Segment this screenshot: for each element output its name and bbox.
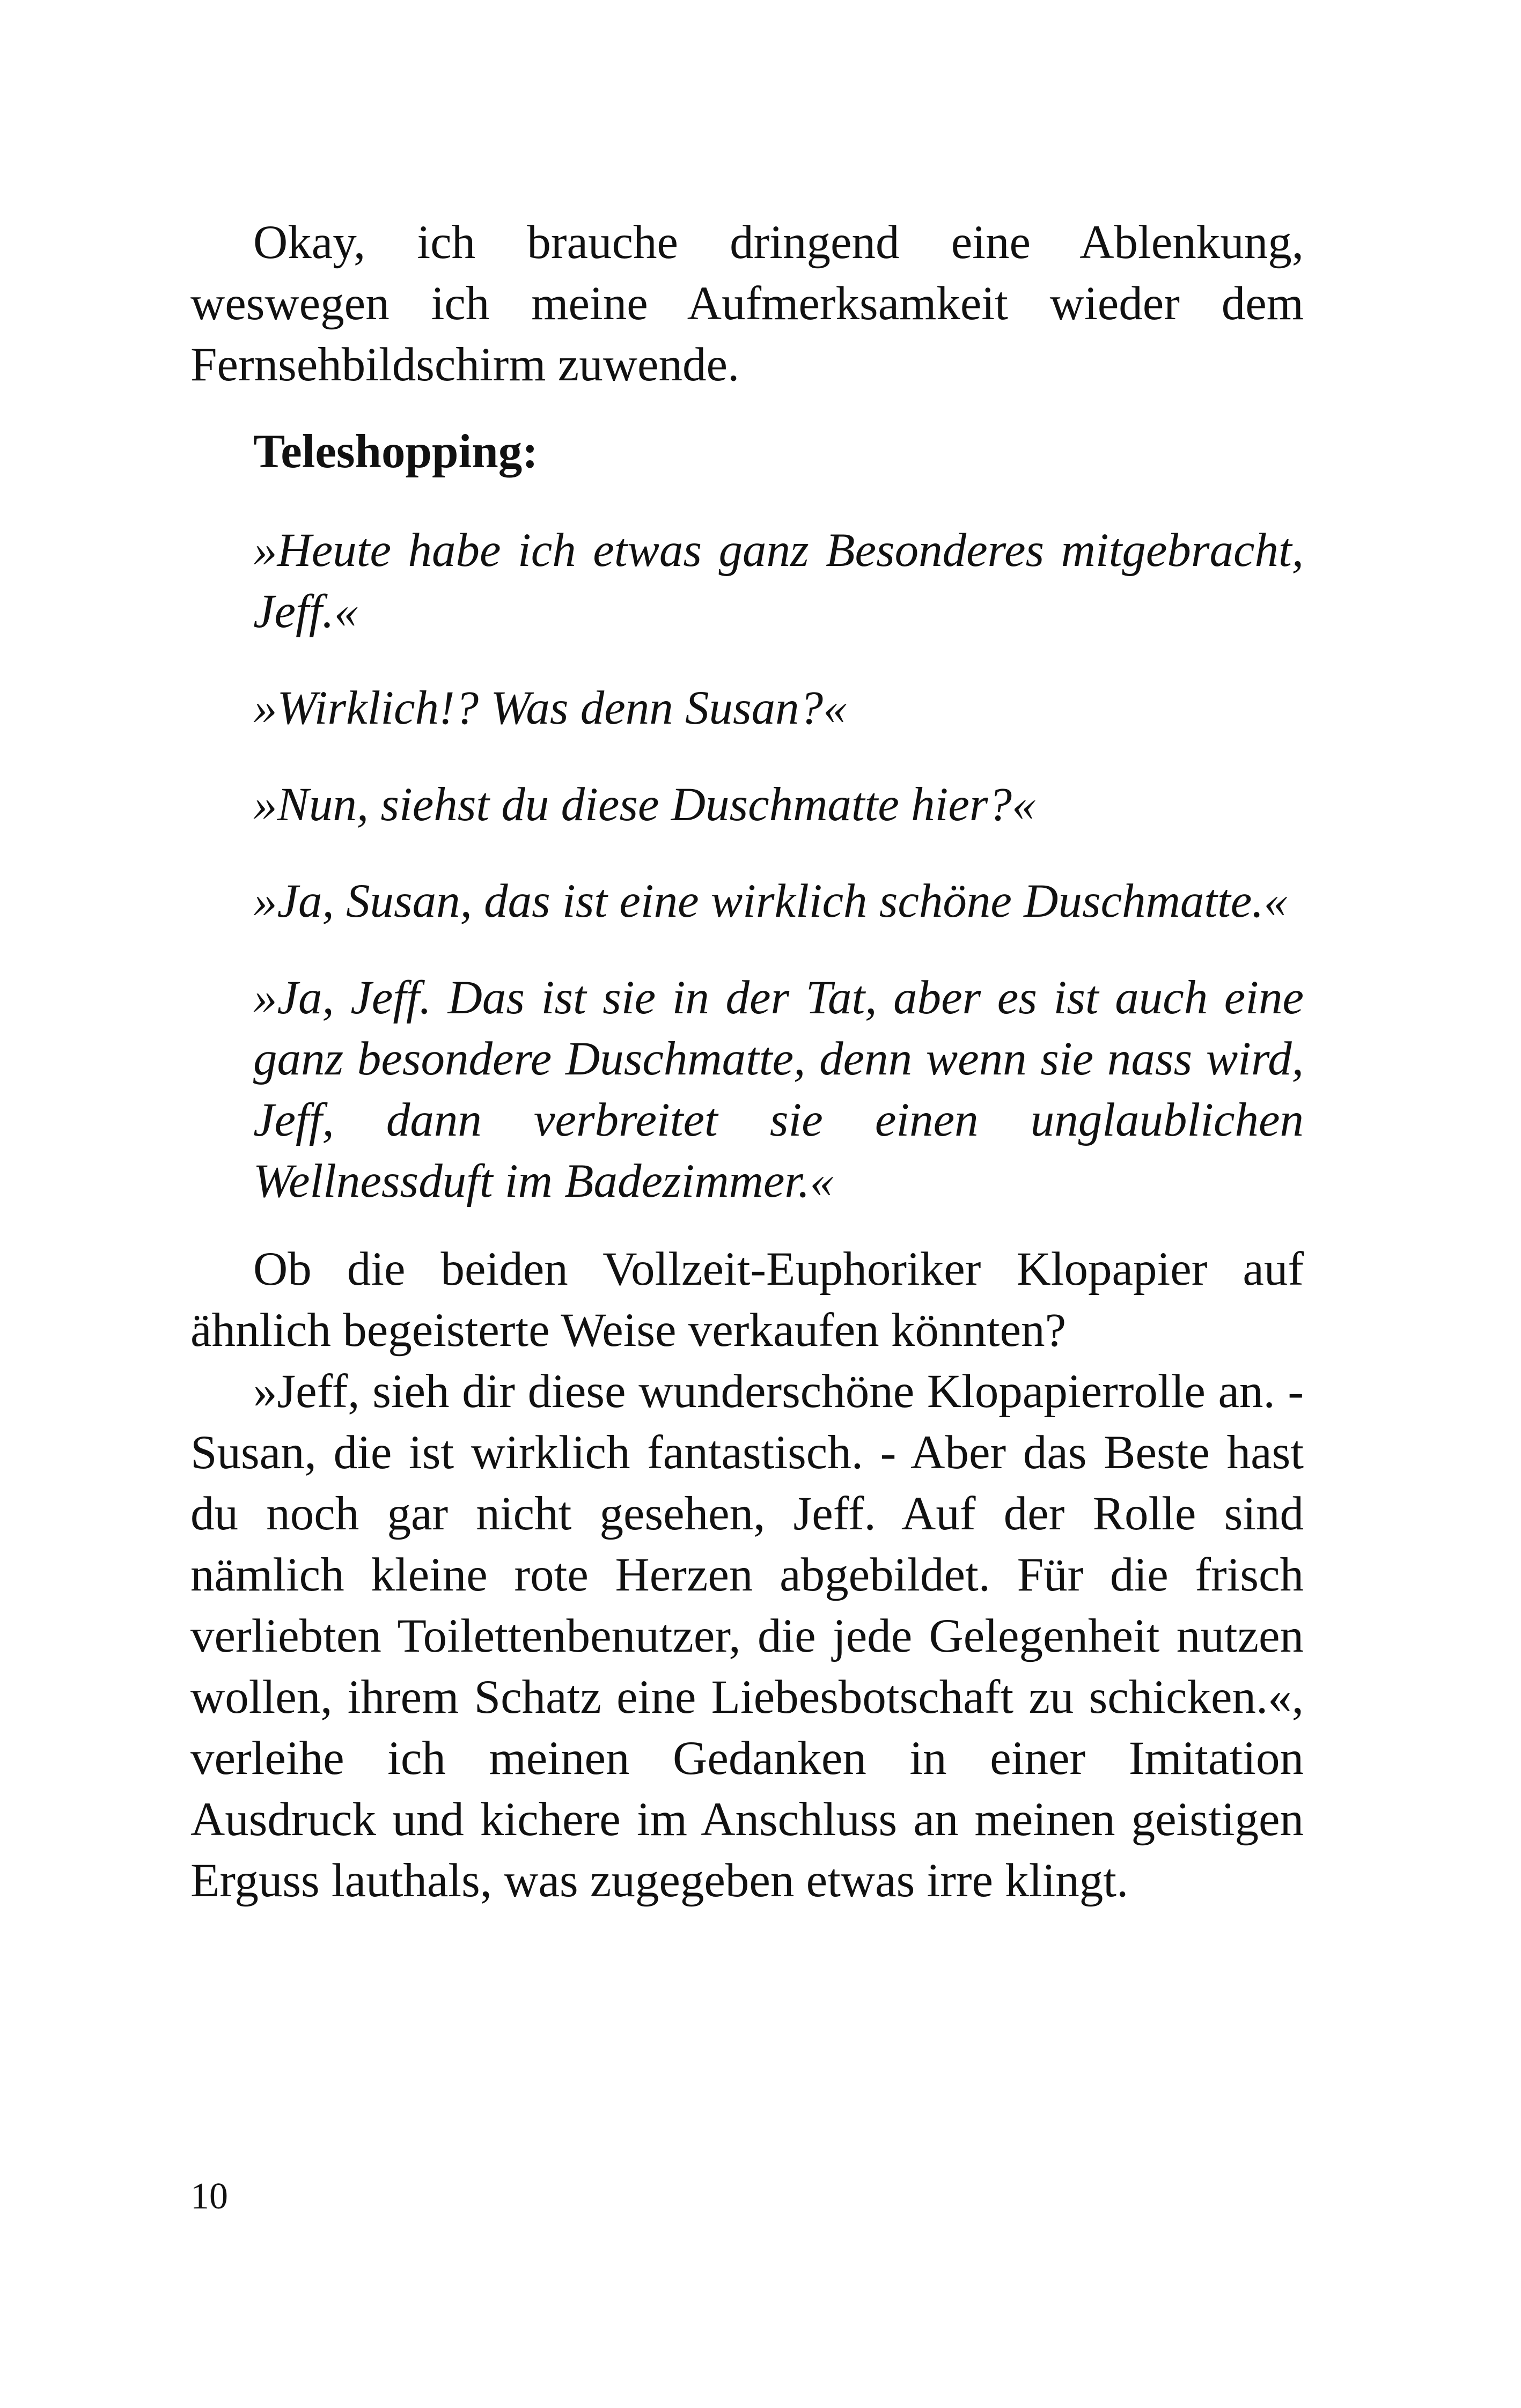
intro-paragraph: Okay, ich brauche dringend eine Ablenkung, weswegen ich meine Aufmerksamkeit wieder dem Fernsehbildschirm zuwende. [190,216,1304,391]
dialog-line: »Ja, Susan, das ist eine wirklich schöne Duschmatte.« [253,875,1288,927]
page-number: 10 [190,2176,228,2217]
dialog-line: »Heute habe ich etwas ganz Besonderes mitgebracht, Jeff.« [253,524,1304,638]
dialog-line: »Wirklich!? Was denn Susan?« [253,682,847,734]
dialog-line: »Nun, siehst du diese Duschmatte hier?« [253,778,1036,831]
body-paragraph: Ob die beiden Vollzeit-Euphoriker Klopapier auf ähnlich begeisterte Weise verkaufen könnten? [190,1243,1304,1357]
body-paragraph: »Jeff, sieh dir diese wunderschöne Klopapierrolle an. - Susan, die ist wirklich fantastisch. - Aber das Beste hast du noch gar nicht gesehen, Jeff. Auf der Rolle sind nämlich kleine rote Herzen abgebildet. Für die frisch verliebten Toilettenbenutzer, die jede Gelegenheit nutzen wollen, ihrem Schatz eine Liebesbotschaft zu schicken.«, verleihe ich meinen Gedanken in einer Imitation Ausdruck und kichere im Anschluss an meinen geistigen Erguss lauthals, was zugegeben etwas irre klingt. [190,1365,1304,1907]
dialog-line: »Ja, Jeff. Das ist sie in der Tat, aber es ist auch eine ganz besondere Duschmatte, denn wenn sie nass wird, Jeff, dann verbreitet sie einen unglaublichen Wellnessduft im Badezimmer.« [253,971,1304,1207]
section-heading: Teleshopping: [253,425,538,478]
book-page [190,212,1304,1911]
